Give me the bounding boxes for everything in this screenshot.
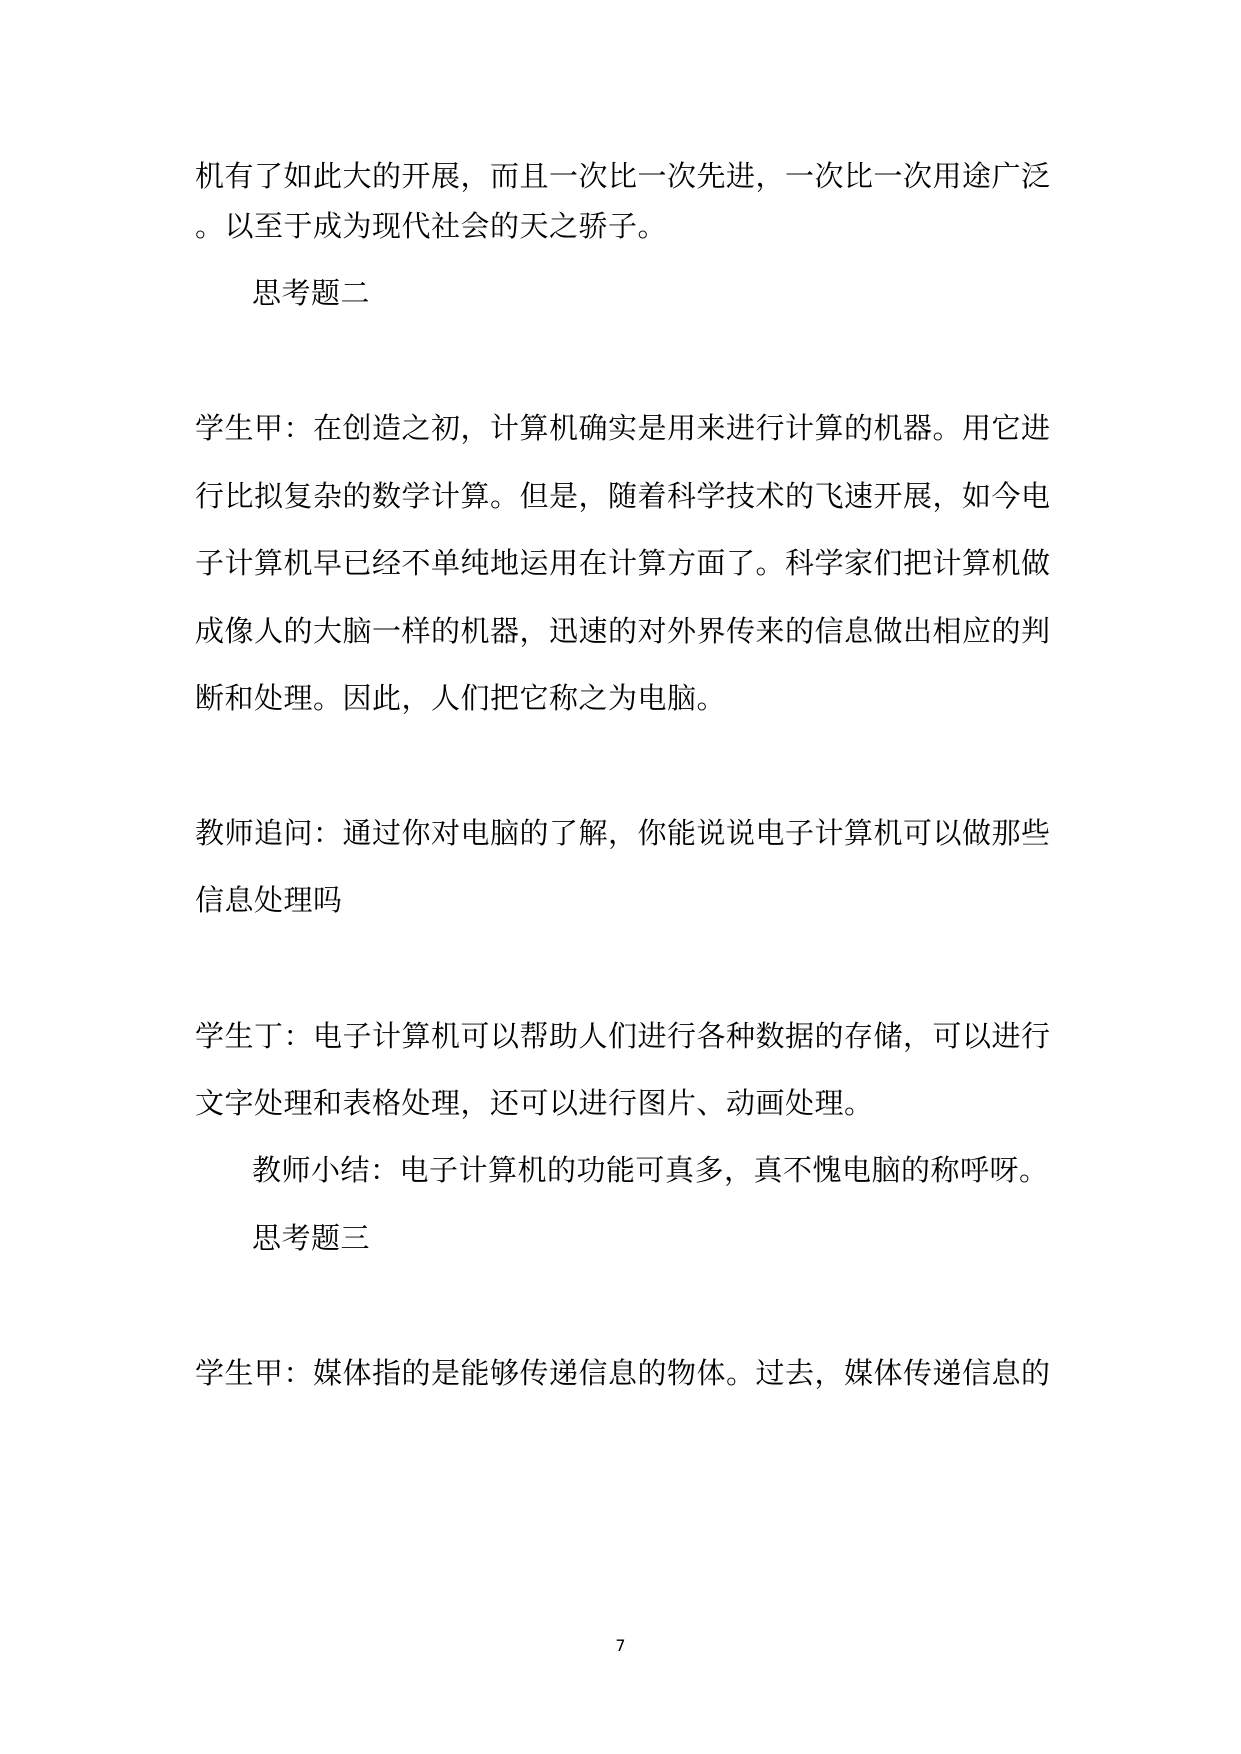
text-line: 子计算机早已经不单纯地运用在计算方面了。科学家们把计算机做 bbox=[195, 546, 1051, 580]
page-number: 7 bbox=[615, 1636, 626, 1655]
text-line: 。以至于成为现代社会的天之骄子。 bbox=[195, 209, 668, 243]
text-line: 断和处理。因此，人们把它称之为电脑。 bbox=[195, 681, 727, 715]
text-line: 学生甲：媒体指的是能够传递信息的物体。过去，媒体传递信息的 bbox=[195, 1356, 1051, 1390]
text-line: 教师小结：电子计算机的功能可真多，真不愧电脑的称呼呀。 bbox=[252, 1153, 1049, 1187]
section-heading: 思考题二 bbox=[252, 276, 371, 310]
text-line: 学生丁：电子计算机可以帮助人们进行各种数据的存储，可以进行 bbox=[195, 1019, 1051, 1053]
text-line: 信息处理吗 bbox=[195, 883, 343, 917]
text-line: 行比拟复杂的数学计算。但是，随着科学技术的飞速开展，如今电 bbox=[195, 479, 1051, 513]
text-line: 文字处理和表格处理，还可以进行图片、动画处理。 bbox=[195, 1086, 874, 1120]
text-line: 成像人的大脑一样的机器，迅速的对外界传来的信息做出相应的判 bbox=[195, 614, 1051, 648]
section-heading: 思考题三 bbox=[252, 1221, 371, 1255]
text-line: 学生甲：在创造之初，计算机确实是用来进行计算的机器。用它进 bbox=[195, 411, 1051, 445]
text-line: 机有了如此大的开展，而且一次比一次先进，一次比一次用途广泛 bbox=[195, 159, 1051, 193]
text-line: 教师追问：通过你对电脑的了解，你能说说电子计算机可以做那些 bbox=[195, 816, 1051, 850]
